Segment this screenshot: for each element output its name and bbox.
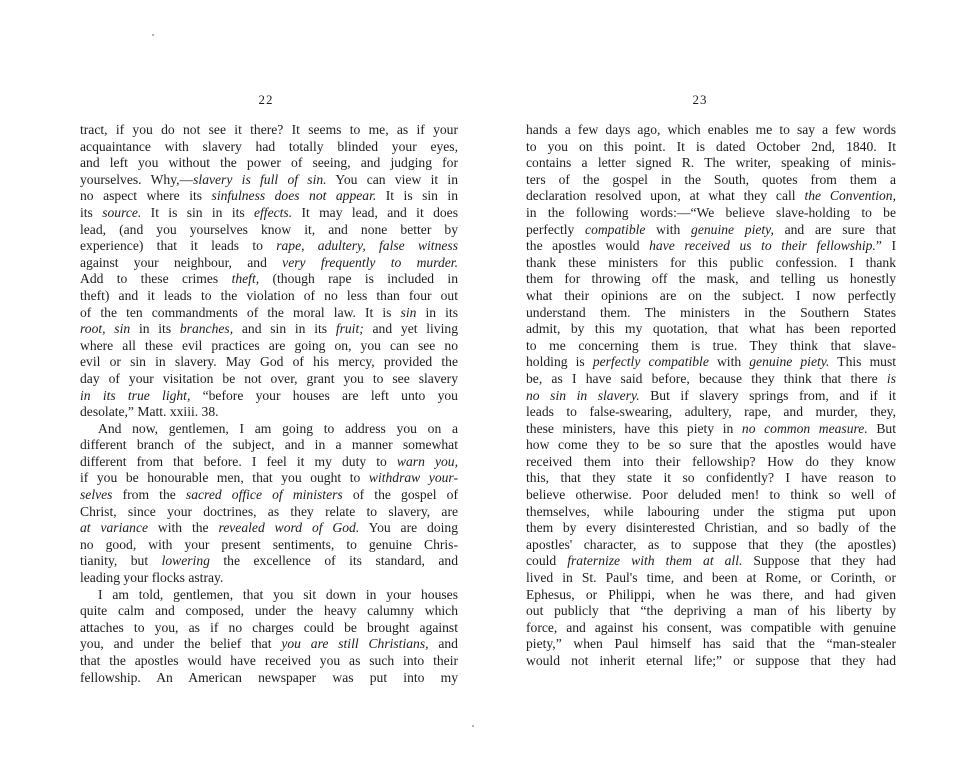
right-text-line: to you on this point. It is dated October 2nd, 1840. It bbox=[526, 138, 896, 154]
left-text-line: evil or sin in slavery. May God of his mercy, provided the bbox=[80, 354, 458, 370]
right-text-line: admit, by this my quotation, that what has been reported bbox=[526, 321, 896, 337]
right-text-line: Ephesus, or Philippi, when he was there, and had given bbox=[526, 586, 896, 602]
right-text-line: contains a letter signed R. The writer, speaking of minis- bbox=[526, 155, 896, 171]
left-text-line: leading your flocks astray. bbox=[80, 570, 224, 586]
left-text-line: against your neighbour, and very frequently to murder. bbox=[80, 254, 458, 270]
right-text-line: out publicly that “the depriving a man of his liberty by bbox=[526, 603, 896, 619]
left-text-line: tianity, but lowering the excellence of its standard, and bbox=[80, 553, 458, 569]
left-text-line: selves from the sacred office of ministers of the gospel of bbox=[80, 487, 458, 503]
right-text-line: perfectly compatible with genuine piety, and are sure that bbox=[526, 221, 897, 237]
right-text-line: would not inherit eternal life;” or suppose that they had bbox=[526, 653, 896, 668]
left-text-line: different branch of the subject, and in a manner somewhat bbox=[80, 437, 458, 453]
right-text-line: lived in St. Paul's time, and been at Rome, or Corinth, or bbox=[526, 570, 896, 586]
right-text-line: the apostles would have received us to their fellowship.” I bbox=[526, 238, 896, 254]
left-text-line: attaches to you, as if no charges could be brought against bbox=[80, 619, 458, 635]
right-page-text bbox=[526, 122, 896, 670]
right-text-line: them for throwing off the mask, and telling us honestly bbox=[526, 271, 896, 287]
right-text-line: force, and against his consent, was compatible with genuine bbox=[526, 619, 896, 635]
left-text-line: acquaintance with slavery had totally blinded your eyes, bbox=[80, 138, 458, 154]
right-text-line: no sin in slavery. But if slavery springs from, and if it bbox=[526, 387, 896, 403]
right-text-line: could fraternize with them at all. Suppose that they had bbox=[526, 553, 896, 569]
left-text-line: And now, gentlemen, I am going to address you on a bbox=[98, 420, 458, 436]
left-text-line: where all these evil practices are going on, you can see no bbox=[80, 337, 458, 353]
left-text-line: different from that before. I feel it my duty to warn you, bbox=[80, 453, 458, 469]
right-text-line: leads to false-swearing, adultery, rape, and murder, they, bbox=[526, 404, 896, 420]
right-text-line: what their opinions are on the subject. I now perfectly bbox=[526, 287, 896, 303]
left-text-line: fellowship. An American newspaper was put into my bbox=[80, 669, 458, 685]
right-page-number: 23 bbox=[692, 92, 708, 107]
left-page-number: 22 bbox=[258, 92, 274, 107]
left-text-line: I am told, gentlemen, that you sit down in your houses bbox=[98, 586, 458, 602]
left-text-line: at variance with the revealed word of God. You are doing bbox=[80, 520, 458, 536]
left-text-line: that the apostles would have received you as such into their bbox=[80, 653, 458, 668]
left-text-line: quite calm and composed, under the heavy calumny which bbox=[80, 603, 458, 619]
left-text-line: day of your visitation be not over, grant you to see slavery bbox=[80, 370, 458, 386]
left-text-line: its source. It is sin in its effects. It may lead, and it does bbox=[80, 204, 458, 220]
left-text-line: root, sin in its branches, and sin in its fruit; and yet living bbox=[80, 321, 458, 337]
left-text-line: if you be honourable men, that you ought to withdraw your- bbox=[80, 470, 458, 486]
left-text-line: theft) and it leads to the violation of no less than four out bbox=[80, 287, 458, 303]
paper-speck bbox=[152, 34, 154, 36]
left-text-line: Christ, since your doctrines, as they relate to slavery, are bbox=[80, 503, 458, 519]
left-text-line: experience) that it leads to rape, adultery, false witness bbox=[80, 238, 458, 254]
left-text-line: desolate,” Matt. xxiii. 38. bbox=[80, 404, 219, 420]
right-text-line: in the following words:—“We believe slave-holding to be bbox=[526, 204, 896, 220]
left-text-line: no good, with your present sentiments, to genuine Chris- bbox=[80, 536, 458, 552]
right-text-line: holding is perfectly compatible with genuine piety. This must bbox=[526, 354, 897, 370]
right-text-line: apostles' character, as to suppose that they (the apostles) bbox=[526, 536, 896, 552]
left-text-line: lead, (and you yourselves know it, and none better by bbox=[80, 221, 458, 237]
paper-speck bbox=[472, 725, 474, 727]
right-text-line: received them into their fellowship? How do they know bbox=[526, 453, 896, 469]
right-text-line: how come they to be so sure that the apostles would have bbox=[526, 437, 896, 453]
left-page-text bbox=[80, 122, 458, 686]
right-text-line: them by every disinterested Christian, and so badly of the bbox=[526, 520, 896, 536]
right-text-line: this, that they state it so confidently? I have reason to bbox=[526, 470, 896, 486]
right-text-line: declaration resolved upon, at what they call the Convention, bbox=[526, 188, 896, 204]
right-text-line: themselves, while labouring under the stigma put upon bbox=[526, 503, 896, 519]
right-text-line: to me concerning them is true. They think that slave- bbox=[526, 337, 896, 353]
left-text-line: of the ten commandments of the moral law. It is sin in its bbox=[80, 304, 458, 320]
left-text-line: Add to these crimes theft, (though rape is included in bbox=[80, 271, 459, 287]
left-text-line: yourselves. Why,—slavery is full of sin. You can view it in bbox=[80, 171, 458, 187]
left-text-line: in its true light, “before your houses are left unto you bbox=[80, 387, 458, 403]
right-text-line: these ministers, have this piety in no common measure. But bbox=[526, 420, 896, 436]
right-text-line: believe otherwise. Poor deluded men! to think so well of bbox=[526, 487, 896, 503]
right-text-line: understand them. The ministers in the Southern States bbox=[526, 304, 896, 320]
right-text-line: thank these ministers for this public confession. I thank bbox=[526, 254, 896, 270]
left-text-line: tract, if you do not see it there? It seems to me, as if your bbox=[80, 122, 458, 137]
left-text-line: no aspect where its sinfulness does not appear. It is sin in bbox=[80, 188, 458, 204]
right-text-line: piety,” when Paul himself has said that the “man-stealer bbox=[526, 636, 896, 652]
left-text-line: and left you without the power of seeing, and judging for bbox=[80, 155, 458, 171]
right-text-line: be, as I have said before, because they think that there is bbox=[526, 370, 896, 386]
left-text-line: you, and under the belief that you are still Christians, and bbox=[80, 636, 458, 652]
right-text-line: hands a few days ago, which enables me to say a few words bbox=[526, 122, 896, 137]
right-text-line: ters of the gospel in the South, quotes from them a bbox=[526, 171, 896, 187]
